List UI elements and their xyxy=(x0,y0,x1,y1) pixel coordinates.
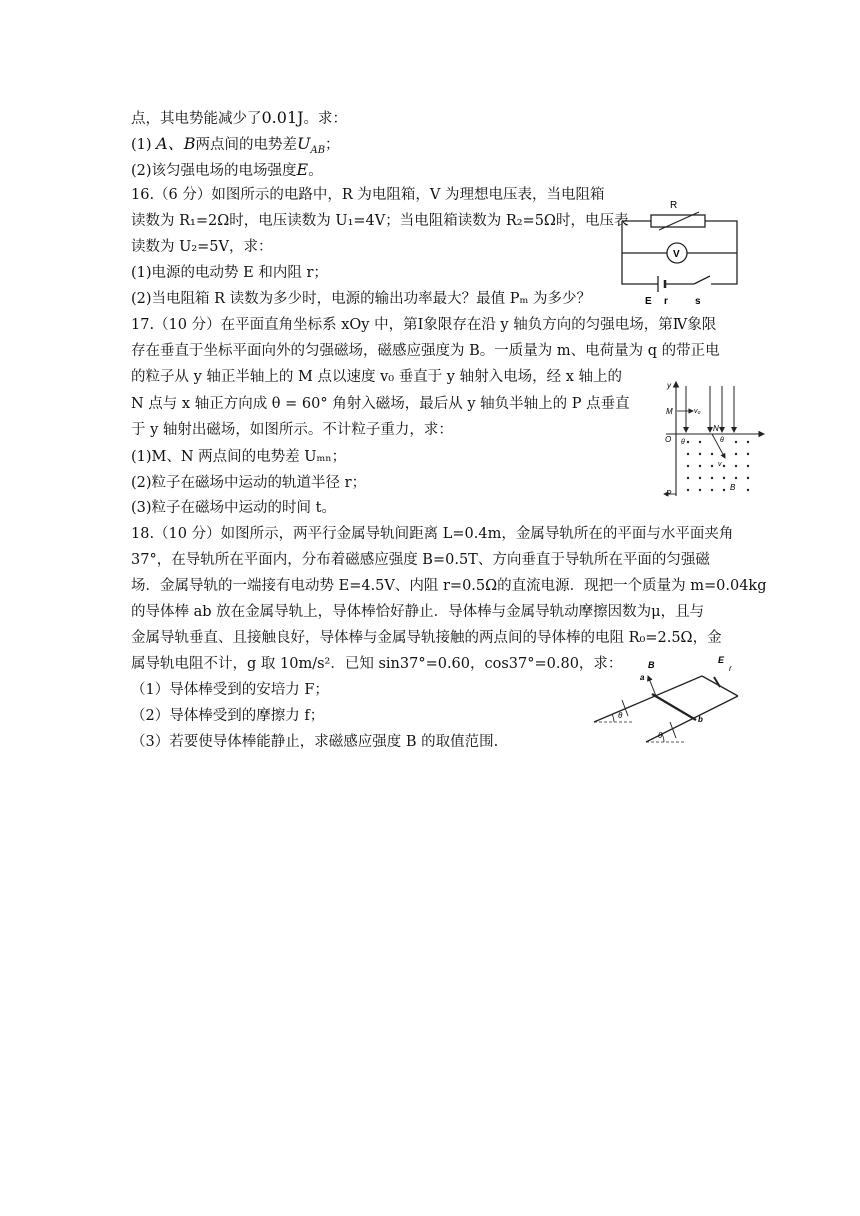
rails-label-E: E xyxy=(718,655,725,665)
q15-part1-end: ； xyxy=(325,137,340,153)
q18-line-9: （3）若要使导体棒能静止，求磁感应强度 B 的取值范围. xyxy=(131,734,499,750)
switch-icon xyxy=(694,276,710,284)
q15-text: 点，其电势能减少了 xyxy=(131,111,262,127)
q17-line-1: 17.（10 分）在平面直角坐标系 xOy 中，第Ⅰ象限存在沿 y 轴负方向的匀强电场，第Ⅳ象限 xyxy=(131,317,717,333)
q17-line-3: 的粒子从 y 轴正半轴上的 M 点以速度 v₀ 垂直于 y 轴射入电场，经 x 轴上的 xyxy=(131,369,623,385)
battery-icon xyxy=(714,677,720,687)
q15-part1-sub: AB xyxy=(310,145,326,157)
field-figure xyxy=(646,378,770,502)
label-O: O xyxy=(665,435,672,444)
q15-part2 xyxy=(131,160,323,181)
circuit-label-V: V xyxy=(673,249,680,260)
label-N: N xyxy=(713,424,719,433)
rod-ab xyxy=(652,694,696,720)
label-P: P xyxy=(666,489,672,498)
q15-part1-sym xyxy=(296,134,326,157)
rails-label-a: a xyxy=(640,673,645,682)
q15-part1-mid: 两点间的电势差 xyxy=(195,137,297,153)
q17-line-8: (3)粒子在磁场中运动的时间 t。 xyxy=(131,500,336,516)
rails-label-theta-1: θ xyxy=(618,711,623,720)
q18-line-8: （2）导体棒受到的摩擦力 f； xyxy=(131,708,325,724)
q16-line-3: 读数为 U₂=5V，求： xyxy=(131,239,273,255)
rails-figure xyxy=(588,650,748,748)
q15-part1-prefix: (1) xyxy=(131,137,157,153)
label-v: v xyxy=(718,461,722,468)
label-theta-O: θ xyxy=(681,439,685,446)
label-B: B xyxy=(730,483,736,492)
label-y: y xyxy=(667,381,671,390)
q18-line-2: 37°，在导轨所在平面内，分布着磁感应强度 B=0.5T、方向垂直于导轨所在平面的匀强磁 xyxy=(131,552,710,568)
q15-line-1 xyxy=(131,108,347,129)
q15-part1-U: U xyxy=(296,134,311,153)
q18-line-4: 的导体棒 ab 放在金属导轨上，导体棒恰好静止．导体棒与金属导轨动摩擦因数为μ，且与 xyxy=(131,604,705,620)
label-M: M xyxy=(666,407,673,416)
q15-energy: 0.01J xyxy=(261,108,304,127)
q15-part2-end: 。 xyxy=(308,163,323,179)
q18-line-5: 金属导轨垂直、且接触良好，导体棒与金属导轨接触的两点间的导体棒的电阻 R₀=2.5Ω，金 xyxy=(131,630,722,646)
b-arrow xyxy=(648,676,656,696)
q16-line-1: 16.（6 分）如图所示的电路中，R 为电阻箱，V 为理想电压表，当电阻箱 xyxy=(131,187,605,203)
circuit-label-s: s xyxy=(695,296,701,307)
label-v0: v₀ xyxy=(694,408,701,415)
q17-line-4: N 点与 x 轴正方向成 θ = 60° 角射入磁场，最后从 y 轴负半轴上的 P 点垂直 xyxy=(131,396,630,412)
q15-part2-prefix: (2)该匀强电场的电场强度 xyxy=(131,163,297,179)
circuit-label-r: r xyxy=(664,296,668,307)
q17-line-6: (1)M、N 两点间的电势差 Uₘₙ； xyxy=(131,449,347,465)
q18-line-1: 18.（10 分）如图所示，两平行金属导轨间距离 L=0.4m，金属导轨所在的平面与水平面夹角 xyxy=(131,526,734,542)
q18-line-6: 属导轨电阻不计，g 取 10m/s²．已知 sin37°=0.60，cos37°=0.80，求： xyxy=(131,656,623,672)
rails-label-theta-2: θ xyxy=(658,731,663,740)
circuit-figure xyxy=(615,196,745,308)
q17-line-2: 存在垂直于坐标平面向外的匀强磁场，磁感应强度为 B。一质量为 m、电荷量为 q 的带正电 xyxy=(131,343,720,359)
q15-part1-points: A、B xyxy=(156,134,196,153)
q17-line-5: 于 y 轴射出磁场，如图所示。不计粒子重力，求： xyxy=(131,422,453,438)
q15-end: 。求： xyxy=(303,111,348,127)
q16-line-2: 读数为 R₁=2Ω时，电压读数为 U₁=4V；当电阻箱读数为 R₂=5Ω时，电压表 xyxy=(131,213,629,229)
q15-part2-sym: E xyxy=(296,160,309,179)
q15-part1 xyxy=(131,134,340,161)
q17-line-7: (2)粒子在磁场中运动的轨道半径 r； xyxy=(131,475,367,491)
rails-label-b: b xyxy=(698,715,703,724)
circuit-label-E: E xyxy=(645,296,652,307)
label-theta-N: θ xyxy=(720,437,724,444)
q18-line-7: （1）导体棒受到的安培力 F； xyxy=(131,682,329,698)
rails-label-r: r xyxy=(729,664,732,673)
q16-line-4: (1)电源的电动势 E 和内阻 r； xyxy=(131,265,328,281)
q16-line-5: (2)当电阻箱 R 读数为多少时，电源的输出功率最大？最值 Pₘ 为多少？ xyxy=(131,291,592,307)
circuit-label-R: R xyxy=(670,200,678,211)
q18-line-3: 场．金属导轨的一端接有电动势 E=4.5V、内阻 r=0.5Ω的直流电源．现把一个质量为 m=0.04kg xyxy=(131,578,767,594)
rails-label-B: B xyxy=(648,660,655,670)
